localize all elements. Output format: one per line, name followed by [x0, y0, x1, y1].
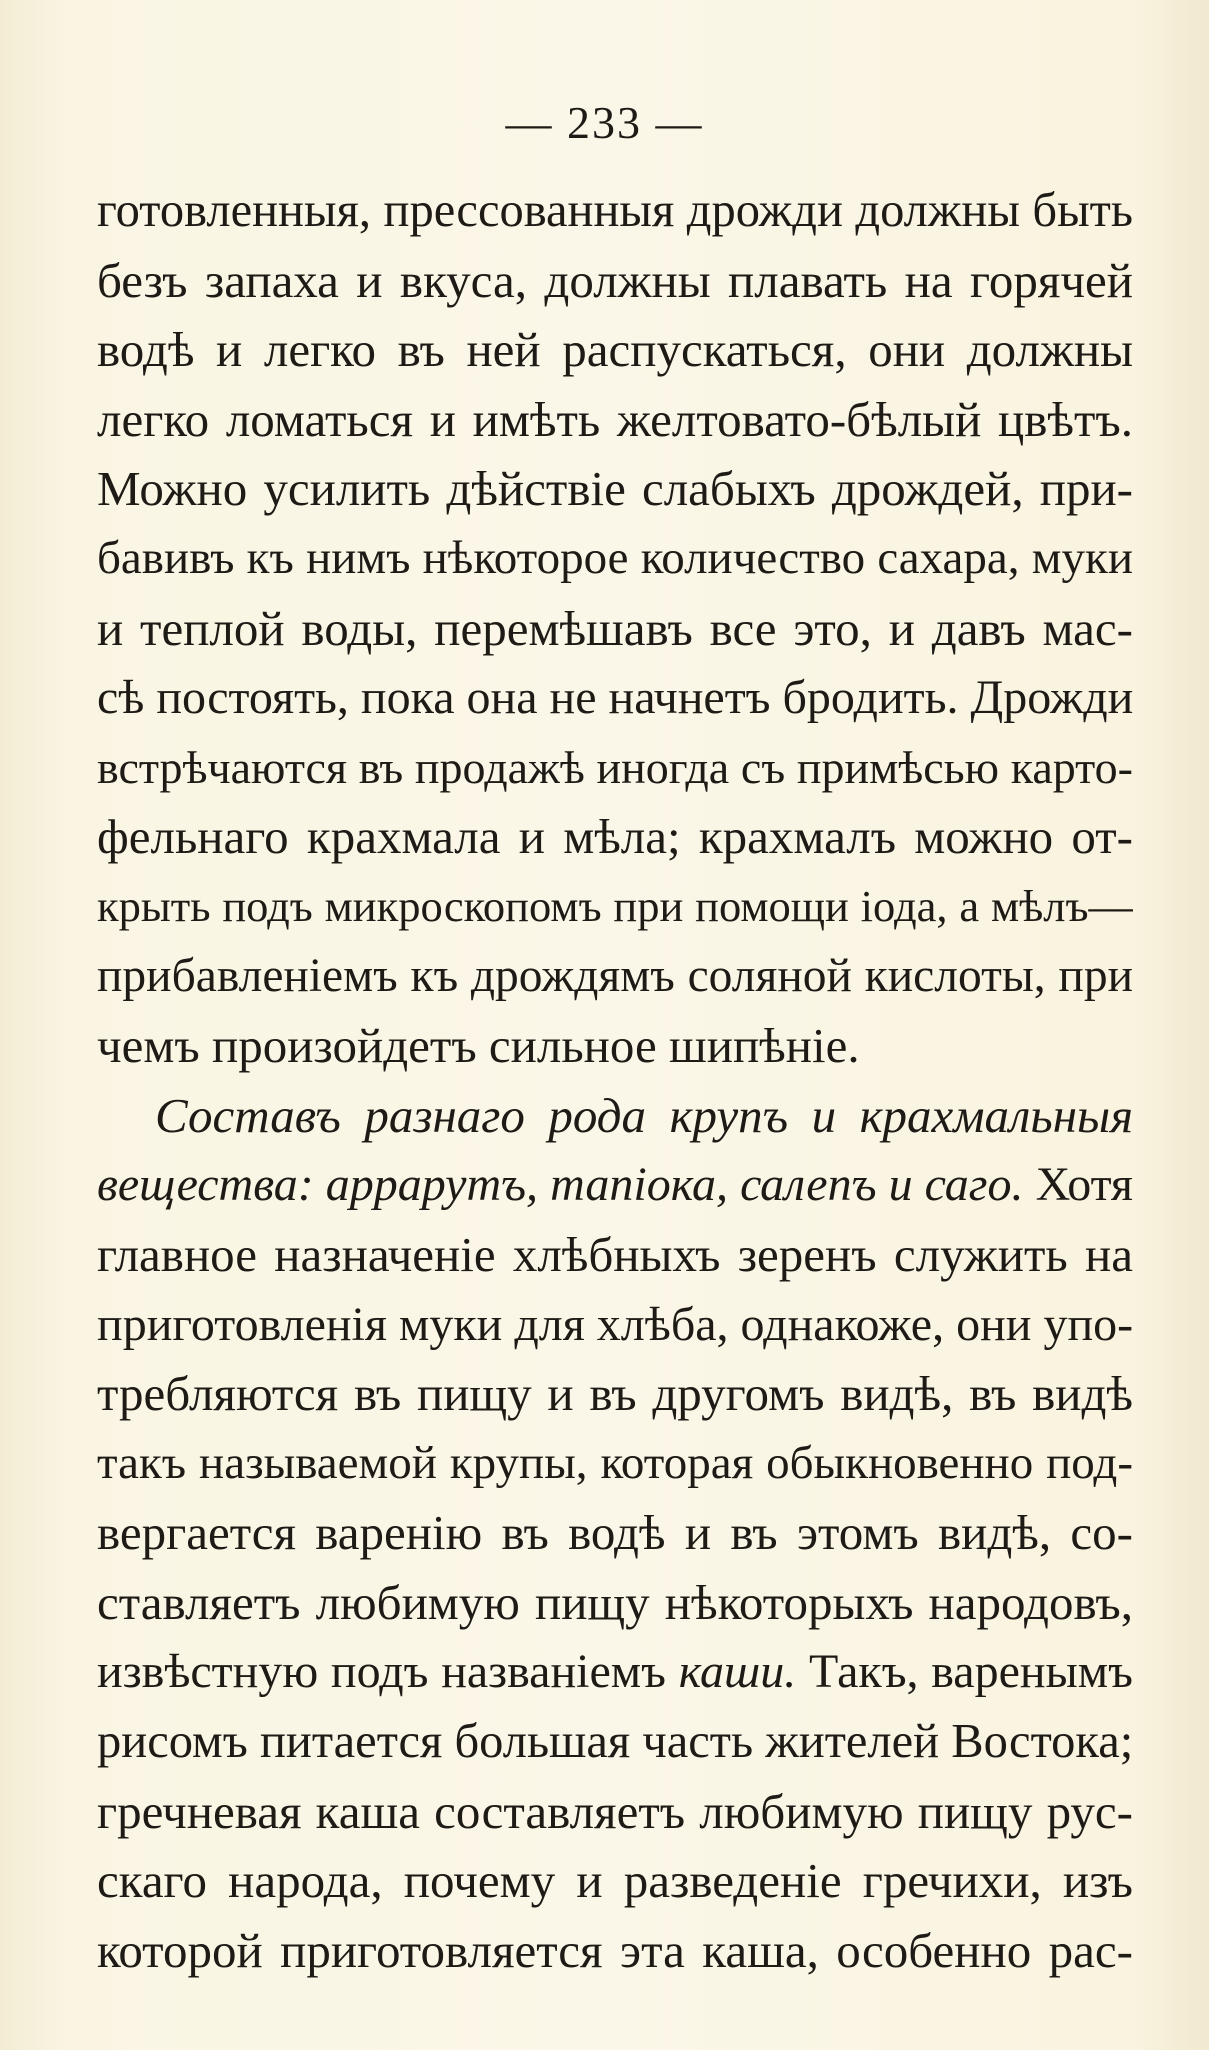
- text-line: [97, 385, 1133, 455]
- text-segment: приготовленія муки для хлѣба, однакоже, они упо-: [97, 1297, 1133, 1351]
- text-line: [97, 594, 1133, 664]
- body-text: [97, 176, 1133, 1985]
- text-line: [97, 1429, 1133, 1499]
- italic-text: каши.: [678, 1645, 797, 1699]
- text-line: [97, 1081, 1133, 1151]
- text-segment: фельнаго крахмала и мѣла; крахмалъ можно от-: [97, 809, 1133, 865]
- italic-text: Составъ разнаго рода крупъ и крахмальныя: [155, 1087, 1133, 1143]
- text-line: [97, 1150, 1133, 1220]
- text-line: [97, 1637, 1133, 1707]
- text-segment: такъ называемой крупы, которая обыкновенно под-: [97, 1436, 1133, 1489]
- text-segment: бавивъ къ нимъ нѣкоторое количество сахара, муки: [97, 531, 1133, 584]
- text-segment: гречневая каша составляетъ любимую пищу рус-: [97, 1783, 1133, 1839]
- text-line: [97, 1846, 1133, 1916]
- text-line: [97, 802, 1133, 872]
- text-line: [97, 1568, 1133, 1638]
- text-line: [97, 1916, 1133, 1986]
- text-segment: безъ запаха и вкуса, должны плавать на горячей: [97, 252, 1133, 308]
- text-line: [97, 524, 1133, 594]
- text-line: [97, 1011, 1133, 1081]
- text-line: [97, 663, 1133, 733]
- text-line: [97, 1707, 1133, 1777]
- text-segment: легко ломаться и имѣть желтовато-бѣлый цвѣтъ.: [97, 391, 1133, 447]
- text-line: [97, 176, 1133, 246]
- text-segment: которой приготовляется эта каша, особенно рас-: [97, 1922, 1133, 1978]
- text-segment: и теплой воды, перемѣшавъ все это, и давъ мас-: [97, 600, 1133, 656]
- page-number: — 233 —: [505, 97, 704, 148]
- text-line: [97, 1290, 1133, 1360]
- text-segment: прибавленіемъ къ дрождямъ соляной кислоты, при: [97, 949, 1133, 1002]
- text-segment: рисомъ питается большая часть жителей Востока;: [97, 1715, 1133, 1769]
- text-line: [97, 872, 1133, 942]
- text-segment: главное назначеніе хлѣбныхъ зеренъ служить на: [97, 1226, 1133, 1282]
- text-line: [97, 454, 1133, 524]
- italic-text: вещества: аррарутъ, тапіока, салепъ и саго.: [97, 1158, 1024, 1212]
- text-segment: Можно усилить дѣйствіе слабыхъ дрождей, при-: [97, 461, 1133, 517]
- text-segment: водѣ и легко въ ней распускаться, они должны: [97, 322, 1133, 378]
- text-line: [97, 246, 1133, 316]
- text-segment: встрѣчаются въ продажѣ иногда съ примѣсью карто-: [97, 741, 1133, 793]
- text-line: [97, 1498, 1133, 1568]
- text-segment: требляются въ пищу и въ другомъ видѣ, въ видѣ: [97, 1366, 1133, 1422]
- text-segment: Хотя: [1023, 1158, 1133, 1212]
- text-line: [97, 1220, 1133, 1290]
- text-line: [97, 315, 1133, 385]
- text-line: [97, 733, 1133, 803]
- text-segment: ставляетъ любимую пищу нѣкоторыхъ народовъ,: [97, 1574, 1133, 1630]
- text-line: [97, 1359, 1133, 1429]
- text-segment: крыть подъ микроскопомъ при помощи іода, а мѣлъ—: [97, 880, 1133, 931]
- text-segment: скаго народа, почему и разведеніе гречихи, изъ: [97, 1853, 1133, 1909]
- text-segment: сѣ постоять, пока она не начнетъ бродить. Дрожди: [97, 671, 1133, 725]
- text-segment: чемъ произойдетъ сильное шипѣніе.: [97, 1018, 860, 1074]
- text-segment: извѣстную подъ названіемъ: [97, 1645, 679, 1699]
- text-segment: Такъ, варенымъ: [796, 1645, 1133, 1699]
- text-line: [97, 1777, 1133, 1847]
- text-segment: готовленныя, прессованныя дрожди должны быть: [97, 184, 1133, 237]
- text-line: [97, 942, 1133, 1012]
- text-segment: вергается варенію въ водѣ и въ этомъ видѣ, со-: [97, 1505, 1133, 1561]
